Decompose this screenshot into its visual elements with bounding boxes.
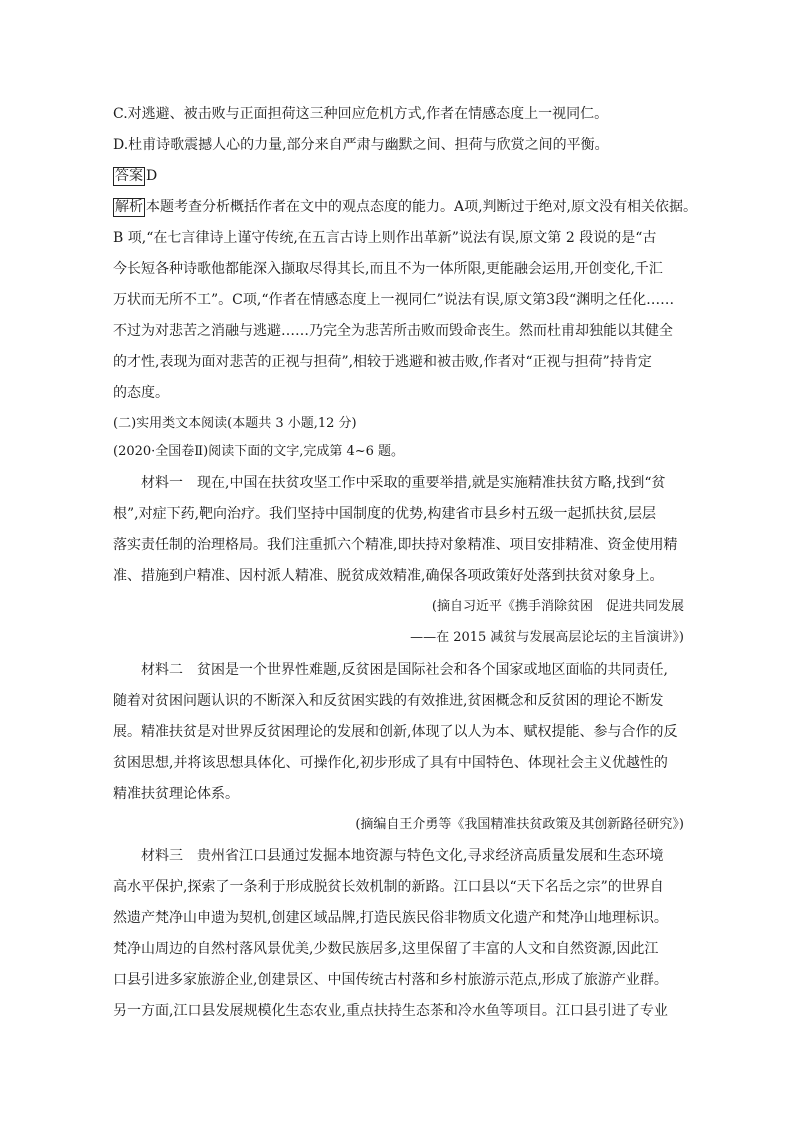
material2-line-3: 展。精准扶贫是对世界反贫困理论的发展和创新,体现了以人为本、赋权提能、参与合作的反 (113, 724, 678, 740)
material3-line-6: 另一方面,江口县发展规模化生态农业,重点扶持生态茶和冷水鱼等项目。江口县引进了专业 (113, 1003, 668, 1019)
analysis-line-5: 不过为对悲苦之消融与逃避……乃完全为悲苦所击败而毁命丧生。然而杜甫却独能以其健全 (113, 323, 673, 339)
material2-line-1: 材料二 贫困是一个世界性难题,反贫困是国际社会和各个国家或地区面临的共同责任, (141, 662, 668, 678)
material1-line-1: 材料一 现在,中国在扶贫攻坚工作中采取的重要举措,就是实施精准扶贫方略,找到“贫 (141, 475, 666, 491)
analysis-line-4: 万状而无所不工”。C项,“作者在情感态度上一视同仁”说法有误,原文第3段“渊明之任化…… (113, 292, 675, 308)
material2-line-4: 贫困思想,并将该思想具体化、可操作化,初步形成了具有中国特色、体现社会主义优越性的 (113, 755, 668, 771)
answer-line (113, 166, 684, 186)
analysis-label: 解析 (115, 199, 143, 215)
material3-line-3: 然遗产梵净山申遗为契机,创建区域品牌,打造民族民俗非物质文化遗产和梵净山地理标识。 (113, 910, 668, 926)
analysis-line-6: 的才性,表现为面对悲苦的正视与担荷”,相较于逃避和被击败,作者对“正视与担荷”持肯定 (113, 354, 652, 370)
analysis-line-2: B 项,“在七言律诗上谨守传统,在五言古诗上则作出革新”说法有误,原文第 2 段说的是“古 (113, 230, 657, 246)
material1-line-4: 准、措施到户精准、因村派人精准、脱贫成效精准,确保各项政策好处落到扶贫对象身上。 (113, 568, 664, 584)
section-heading: (二)实用类文本阅读(本题共 3 小题,12 分) (113, 416, 357, 431)
analysis-line-7: 的态度。 (113, 385, 169, 401)
analysis-line-1 (113, 197, 698, 217)
answer-value: D (146, 168, 158, 184)
material3-line-5: 口县引进多家旅游企业,创建景区、中国传统古村落和乡村旅游示范点,形成了旅游产业群。 (113, 972, 668, 988)
analysis-text: 本题考查分析概括作者在文中的观点态度的能力。A项,判断过于绝对,原文没有相关依据。 (146, 199, 698, 215)
material3-line-2: 高水平保护,探索了一条利于形成脱贫长效机制的新路。江口县以“天下名岳之宗”的世界自 (113, 879, 664, 895)
option-d: D.杜甫诗歌震撼人心的力量,部分来自严肃与幽默之间、担荷与欣赏之间的平衡。 (113, 137, 609, 153)
material2-line-5: 精准扶贫理论体系。 (113, 786, 239, 802)
analysis-line-3: 今长短各种诗歌他都能深入撷取尽得其长,而且不为一体所限,更能融会运用,开创变化,千汇 (113, 261, 663, 277)
material1-citation-1: (摘自习近平《携手消除贫困 促进共同发展 (431, 599, 684, 614)
option-c: C.对逃避、被击败与正面担荷这三种回应危机方式,作者在情感态度上一视同仁。 (113, 106, 609, 122)
material1-citation-2: ——在 2015 减贫与发展高层论坛的主旨演讲》) (410, 630, 684, 645)
material2-citation: (摘编自王介勇等《我国精准扶贫政策及其创新路径研究》) (355, 817, 684, 832)
section-source: (2020·全国卷Ⅱ)阅读下面的文字,完成第 4~6 题。 (113, 444, 405, 459)
material1-line-2: 根”,对症下药,靶向治疗。我们坚持中国制度的优势,构建省市县乡村五级一起抓扶贫,层层 (113, 506, 656, 522)
material3-line-1: 材料三 贵州省江口县通过发掘本地资源与特色文化,寻求经济高质量发展和生态环境 (141, 848, 664, 864)
material2-line-2: 随着对贫困问题认识的不断深入和反贫困实践的有效推进,贫困概念和反贫困的理论不断发 (113, 693, 664, 709)
answer-label: 答案 (115, 168, 143, 184)
material1-line-3: 落实责任制的治理格局。我们注重抓六个精准,即扶持对象精准、项目安排精准、资金使用精 (113, 537, 678, 553)
material3-line-4: 梵净山周边的自然村落风景优美,少数民族居多,这里保留了丰富的人文和自然资源,因此江 (113, 941, 659, 957)
